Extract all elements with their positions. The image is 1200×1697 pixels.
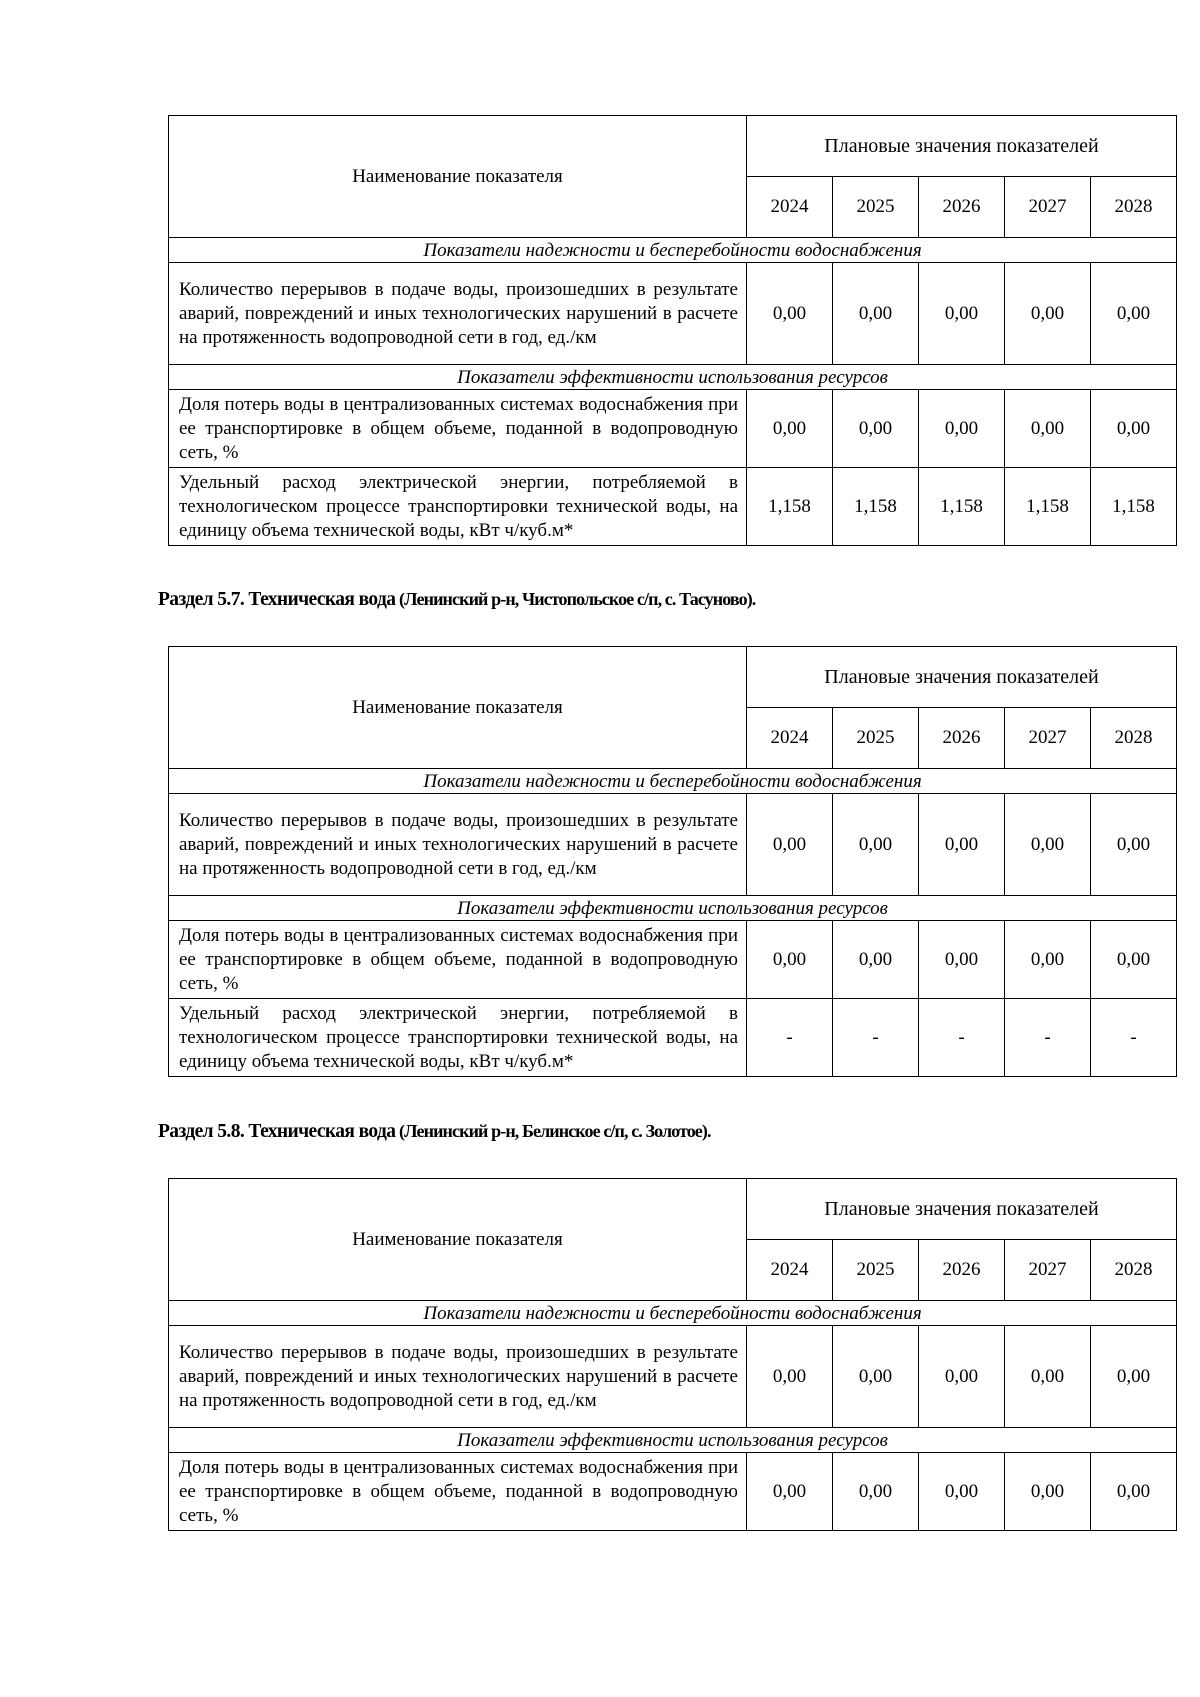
value-cell: 0,00 [919,263,1005,365]
value-cell: 0,00 [919,390,1005,468]
indicator-name-interruptions: Количество перерывов в подаче воды, произошедших в результате аварий, повреждений и иных технологических нарушений в расчете на протяженность водопроводной сети в год, ед./км [169,263,747,365]
value-cell: 0,00 [747,921,833,999]
indicator-name-losses: Доля потерь воды в централизованных системах водоснабжения при ее транспортировке в общем объеме, поданной в водопроводную сеть, % [169,390,747,468]
indicator-name-interruptions: Количество перерывов в подаче воды, произошедших в результате аварий, повреждений и иных технологических нарушений в расчете на протяженность водопроводной сети в год, ед./км [169,1326,747,1428]
indicator-table-3 [168,1178,1177,1531]
section-title-5-8 [158,1121,711,1143]
header-year: 2025 [833,708,919,769]
value-cell: 0,00 [833,1326,919,1428]
header-indicator-name: Наименование показателя [169,116,747,238]
header-year: 2026 [919,177,1005,238]
value-cell: 0,00 [1091,390,1177,468]
header-plan-values: Плановые значения показателей [747,647,1177,708]
value-cell: 0,00 [833,1453,919,1531]
header-year: 2025 [833,177,919,238]
value-cell: 1,158 [1005,468,1091,546]
value-cell: 0,00 [1005,1453,1091,1531]
value-cell: 0,00 [919,794,1005,896]
value-cell: 1,158 [919,468,1005,546]
value-cell: 0,00 [919,1453,1005,1531]
value-cell: 0,00 [747,390,833,468]
header-indicator-name: Наименование показателя [169,647,747,769]
group-heading-efficiency: Показатели эффективности использования ресурсов [169,365,1177,390]
group-heading-reliability: Показатели надежности и бесперебойности водоснабжения [169,238,1177,263]
header-plan-values: Плановые значения показателей [747,116,1177,177]
indicator-name-interruptions: Количество перерывов в подаче воды, произошедших в результате аварий, повреждений и иных технологических нарушений в расчете на протяженность водопроводной сети в год, ед./км [169,794,747,896]
header-year: 2028 [1091,1240,1177,1301]
section-title-location: (Ленинский р-н, Белинское с/п, с. Золотое). [395,1121,711,1141]
indicator-table-2 [168,646,1177,1077]
value-cell: 0,00 [747,794,833,896]
header-year: 2028 [1091,177,1177,238]
value-cell: 0,00 [919,1326,1005,1428]
indicator-name-energy: Удельный расход электрической энергии, потребляемой в технологическом процессе транспортировки технической воды, на единицу объема технической воды, кВт ч/куб.м* [169,999,747,1077]
indicator-name-losses: Доля потерь воды в централизованных системах водоснабжения при ее транспортировке в общем объеме, поданной в водопроводную сеть, % [169,1453,747,1531]
value-cell: 0,00 [833,794,919,896]
section-title-main: Раздел 5.8. Техническая вода [158,1121,396,1142]
indicator-name-energy: Удельный расход электрической энергии, потребляемой в технологическом процессе транспортировки технической воды, на единицу объема технической воды, кВт ч/куб.м* [169,468,747,546]
value-cell: - [919,999,1005,1077]
group-heading-reliability: Показатели надежности и бесперебойности водоснабжения [169,1301,1177,1326]
value-cell: 0,00 [747,1453,833,1531]
value-cell: - [833,999,919,1077]
value-cell: 0,00 [1091,921,1177,999]
indicator-name-losses: Доля потерь воды в централизованных системах водоснабжения при ее транспортировке в общем объеме, поданной в водопроводную сеть, % [169,921,747,999]
value-cell: 1,158 [1091,468,1177,546]
value-cell: 0,00 [833,263,919,365]
value-cell: 0,00 [747,263,833,365]
section-title-location: (Ленинский р-н, Чистопольское с/п, с. Тасуново). [395,589,756,609]
section-title-main: Раздел 5.7. Техническая вода [158,589,396,610]
header-year: 2027 [1005,1240,1091,1301]
value-cell: 0,00 [747,1326,833,1428]
header-year: 2027 [1005,177,1091,238]
header-indicator-name: Наименование показателя [169,1179,747,1301]
value-cell: 0,00 [1005,263,1091,365]
value-cell: 1,158 [747,468,833,546]
value-cell: 0,00 [833,921,919,999]
value-cell: 0,00 [833,390,919,468]
header-plan-values: Плановые значения показателей [747,1179,1177,1240]
value-cell: 1,158 [833,468,919,546]
header-year: 2027 [1005,708,1091,769]
group-heading-efficiency: Показатели эффективности использования ресурсов [169,1428,1177,1453]
value-cell: - [747,999,833,1077]
value-cell: - [1005,999,1091,1077]
header-year: 2024 [747,708,833,769]
value-cell: 0,00 [1091,1326,1177,1428]
header-year: 2024 [747,1240,833,1301]
header-year: 2026 [919,708,1005,769]
header-year: 2026 [919,1240,1005,1301]
group-heading-reliability: Показатели надежности и бесперебойности водоснабжения [169,769,1177,794]
section-title-5-7 [158,589,755,611]
value-cell: 0,00 [919,921,1005,999]
value-cell: - [1091,999,1177,1077]
value-cell: 0,00 [1091,1453,1177,1531]
value-cell: 0,00 [1091,794,1177,896]
indicator-table-1 [168,115,1177,546]
header-year: 2028 [1091,708,1177,769]
value-cell: 0,00 [1005,794,1091,896]
value-cell: 0,00 [1005,1326,1091,1428]
value-cell: 0,00 [1005,921,1091,999]
header-year: 2025 [833,1240,919,1301]
value-cell: 0,00 [1091,263,1177,365]
value-cell: 0,00 [1005,390,1091,468]
group-heading-efficiency: Показатели эффективности использования ресурсов [169,896,1177,921]
header-year: 2024 [747,177,833,238]
